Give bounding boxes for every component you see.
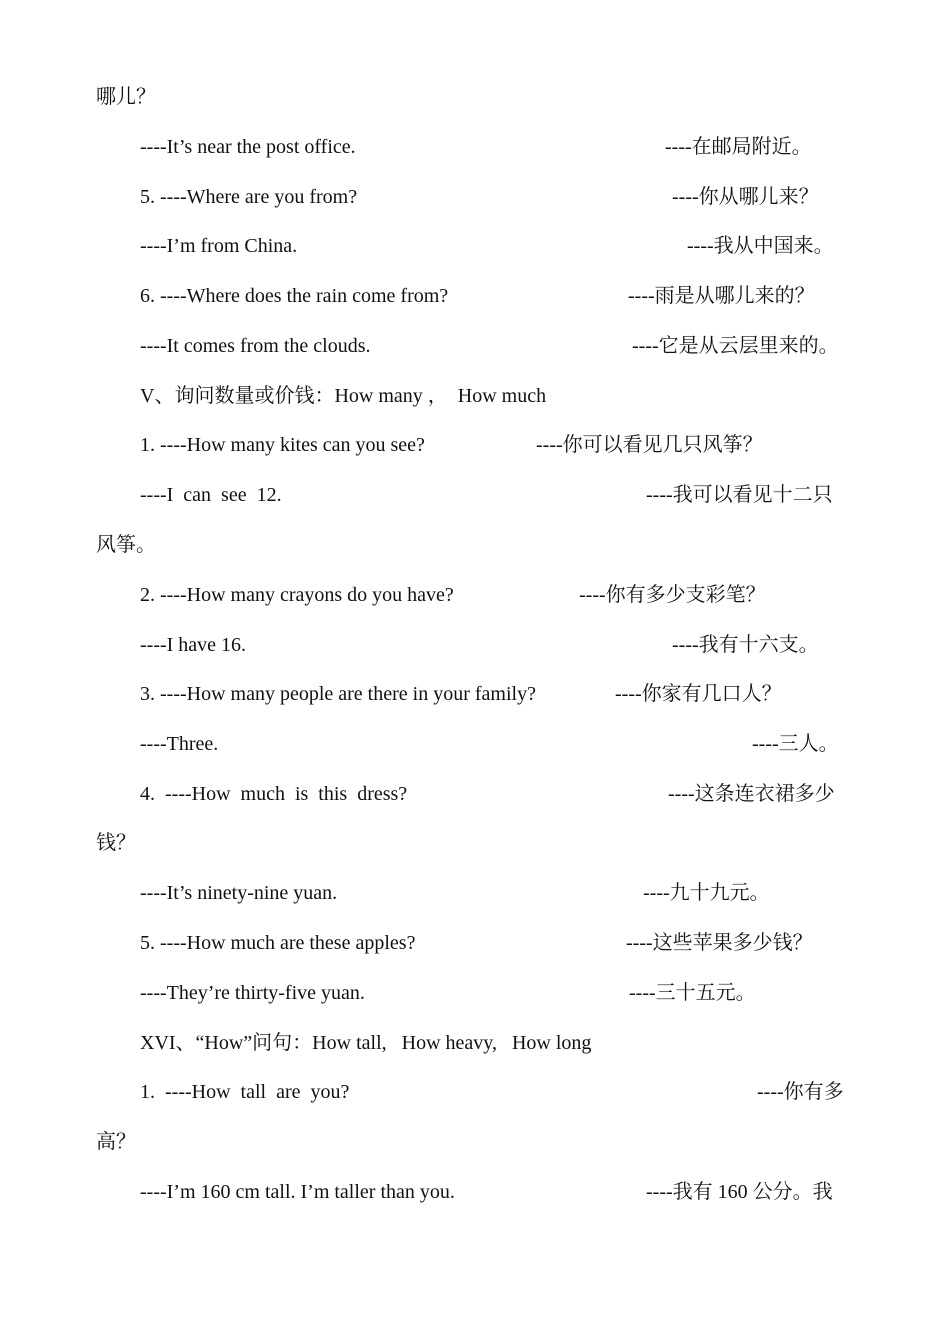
english-line: 4. ----How much is this dress? (140, 783, 408, 805)
chinese-translation: ----你有多 (757, 1081, 844, 1103)
english-line: ----It’s ninety-nine yuan. (140, 882, 338, 904)
english-line: ----It’s near the post office. (140, 136, 356, 158)
chinese-translation: ----我有 160 公分。我 (646, 1181, 833, 1203)
english-line: 1. ----How many kites can you see? (140, 434, 425, 456)
english-line: 5. ----Where are you from? (140, 186, 358, 208)
chinese-translation: ----你可以看见几只风筝？ (536, 434, 763, 456)
text-line: 风筝。 (96, 534, 156, 556)
english-line: 5. ----How much are these apples? (140, 932, 416, 954)
english-line: ----I have 16. (140, 634, 247, 656)
chinese-translation: ----这条连衣裙多少 (668, 783, 835, 805)
english-line: 6. ----Where does the rain come from? (140, 285, 449, 307)
section-heading: XVI、“How”问句：How tall, How heavy, How long (140, 1032, 592, 1054)
chinese-translation: ----它是从云层里来的。 (632, 335, 839, 357)
chinese-translation: ----我从中国来。 (687, 235, 834, 257)
chinese-translation: ----我有十六支。 (672, 634, 819, 656)
chinese-translation: ----雨是从哪儿来的？ (628, 285, 815, 307)
chinese-translation: ----你有多少支彩笔？ (579, 584, 766, 606)
english-line: 1. ----How tall are you? (140, 1081, 350, 1103)
text-line: 哪儿？ (96, 86, 156, 108)
english-line: ----Three. (140, 733, 219, 755)
english-line: ----It comes from the clouds. (140, 335, 371, 357)
english-line: ----I’m from China. (140, 235, 298, 257)
text-line: 高？ (96, 1131, 136, 1153)
chinese-translation: ----三十五元。 (629, 982, 756, 1004)
chinese-translation: ----你家有几口人？ (615, 683, 782, 705)
chinese-translation: ----在邮局附近。 (665, 136, 812, 158)
chinese-translation: ----你从哪儿来？ (672, 186, 819, 208)
section-heading: V、询问数量或价钱：How many ， How much (140, 385, 547, 407)
text-line: 钱？ (96, 832, 136, 854)
english-line: 3. ----How many people are there in your family? (140, 683, 536, 705)
english-line: ----I can see 12. (140, 484, 282, 506)
chinese-translation: ----我可以看见十二只 (646, 484, 833, 506)
chinese-translation: ----这些苹果多少钱？ (626, 932, 813, 954)
english-line: 2. ----How many crayons do you have? (140, 584, 454, 606)
chinese-translation: ----三人。 (752, 733, 839, 755)
english-line: ----They’re thirty-five yuan. (140, 982, 365, 1004)
chinese-translation: ----九十九元。 (643, 882, 770, 904)
english-line: ----I’m 160 cm tall. I’m taller than you. (140, 1181, 455, 1203)
